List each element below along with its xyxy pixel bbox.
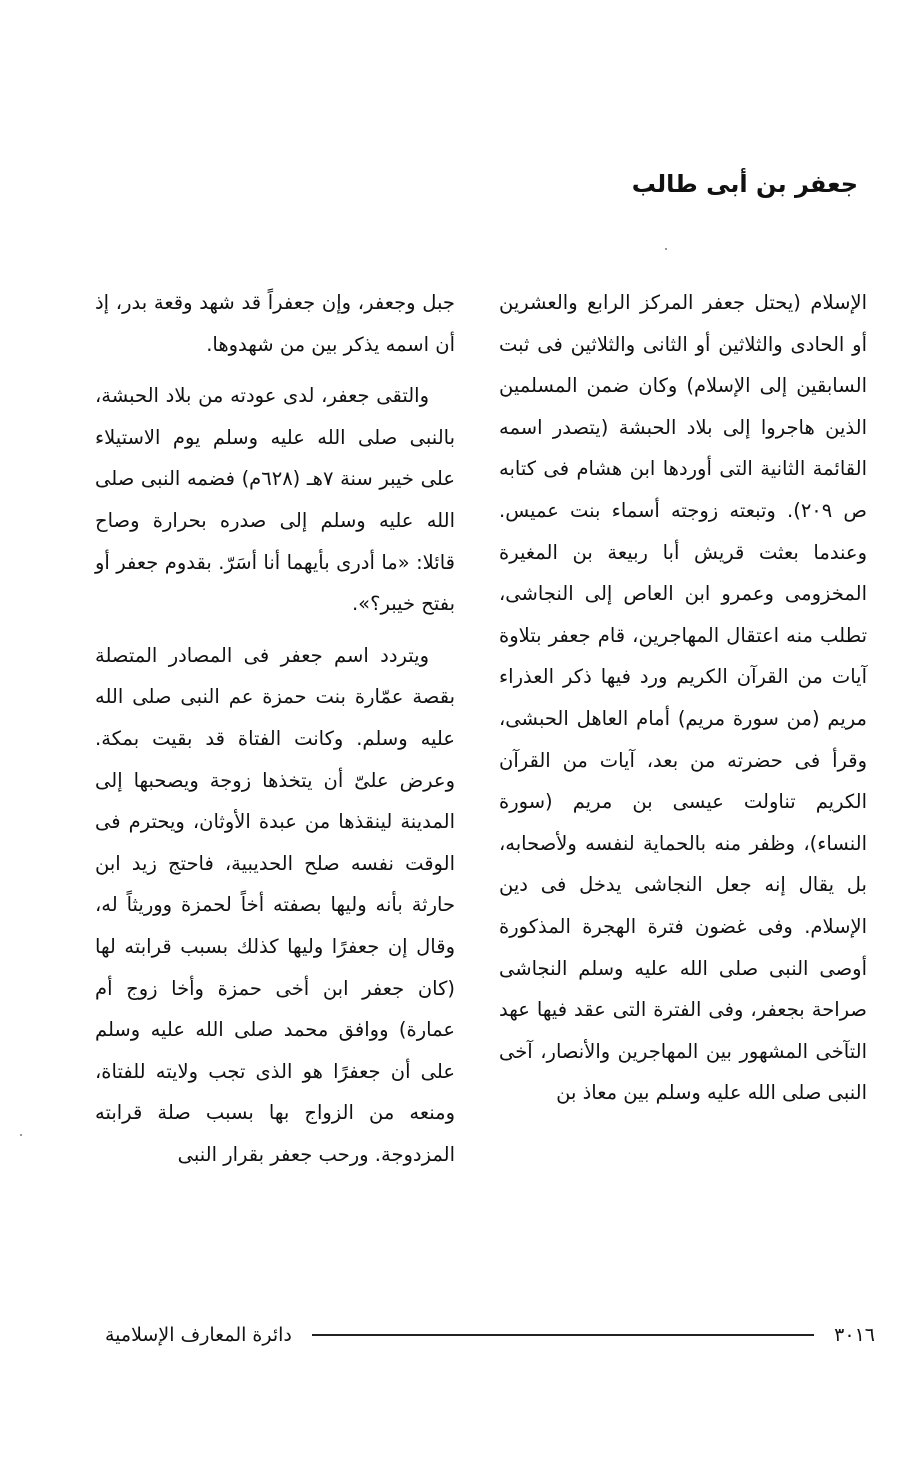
scan-speck	[665, 248, 667, 250]
page-footer	[105, 1318, 875, 1352]
scan-speck	[20, 1134, 22, 1136]
running-header: جعفر بن أبى طالب	[631, 170, 858, 198]
paragraph: ويتردد اسم جعفر فى المصادر المتصلة بقصة عمّارة بنت حمزة عم النبى صلى الله عليه وسلم. وكانت الفتاة قد بقيت بمكة. وعرض علىّ أن يتخذها زوجة ويصحبها إلى المدينة لينقذها من عبدة الأوثان، ويحترم فى الوقت نفسه صلح الحديبية، فاحتج زيد ابن حارثة بأنه وليها بصفته أخاً لحمزة ووريثاً له، وقال إن جعفرًا وليها كذلك بسبب قرابته لها (كان جعفر ابن أخى حمزة وأخا زوج أم عمارة) ووافق محمد صلى الله عليه وسلم على أن جعفرًا هو الذى تجب ولايته للفتاة، ومنعه من الزواج بها بسبب صلة قرابته المزدوجة. ورحب جعفر بقرار النبى	[95, 643, 455, 1166]
right-text-column	[499, 282, 867, 1114]
footer-rule	[312, 1334, 814, 1336]
paragraph: والتقى جعفر، لدى عودته من بلاد الحبشة، بالنبى صلى الله عليه وسلم يوم الاستيلاء على خيبر سنة ٧هـ (٦٢٨م) فضمه النبى صلى الله عليه وسلم إلى صدره بحرارة وصاح قائلا: «ما أدرى بأيهما أنا أسَرّ. بقدوم جعفر أو بفتح خيبر؟».	[95, 384, 455, 616]
publication-name: دائرة المعارف الإسلامية	[105, 1324, 292, 1346]
paragraph: الإسلام (يحتل جعفر المركز الرابع والعشرين أو الحادى والثلاثين أو الثانى والثلاثين فى ثبت السابقين إلى الإسلام) وكان ضمن المسلمين الذين هاجروا إلى بلاد الحبشة (يتصدر اسمه القائمة الثانية التى أوردها ابن هشام فى كتابه ص ٢٠٩). وتبعته زوجته أسماء بنت عميس. وعندما بعثت قريش أبا ربيعة بن المغيرة المخزومى وعمرو ابن العاص إلى النجاشى، تطلب منه اعتقال المهاجرين، قام جعفر بتلاوة آيات من القرآن الكريم ورد فيها ذكر العذراء مريم (من سورة مريم) أمام العاهل الحبشى، وقرأ فى حضرته من بعد، آيات من القرآن الكريم تناولت عيسى بن مريم (سورة النساء)، وظفر منه بالحماية لنفسه ولأصحابه، بل يقال إنه جعل النجاشى يدخل فى دين الإسلام. وفى غضون فترة الهجرة المذكورة أوصى النبى صلى الله عليه وسلم النجاشى صراحة بجعفر، وفى الفترة التى عقد فيها عهد التآخى المشهور بين المهاجرين والأنصار، آخى النبى صلى الله عليه وسلم بين معاذ بن	[499, 291, 867, 1105]
page-number: ٣٠١٦	[834, 1324, 875, 1346]
paragraph: جبل وجعفر، وإن جعفراً قد شهد وقعة بدر، إذ أن اسمه يذكر بين من شهدوها.	[95, 291, 455, 356]
left-text-column	[95, 282, 455, 1175]
